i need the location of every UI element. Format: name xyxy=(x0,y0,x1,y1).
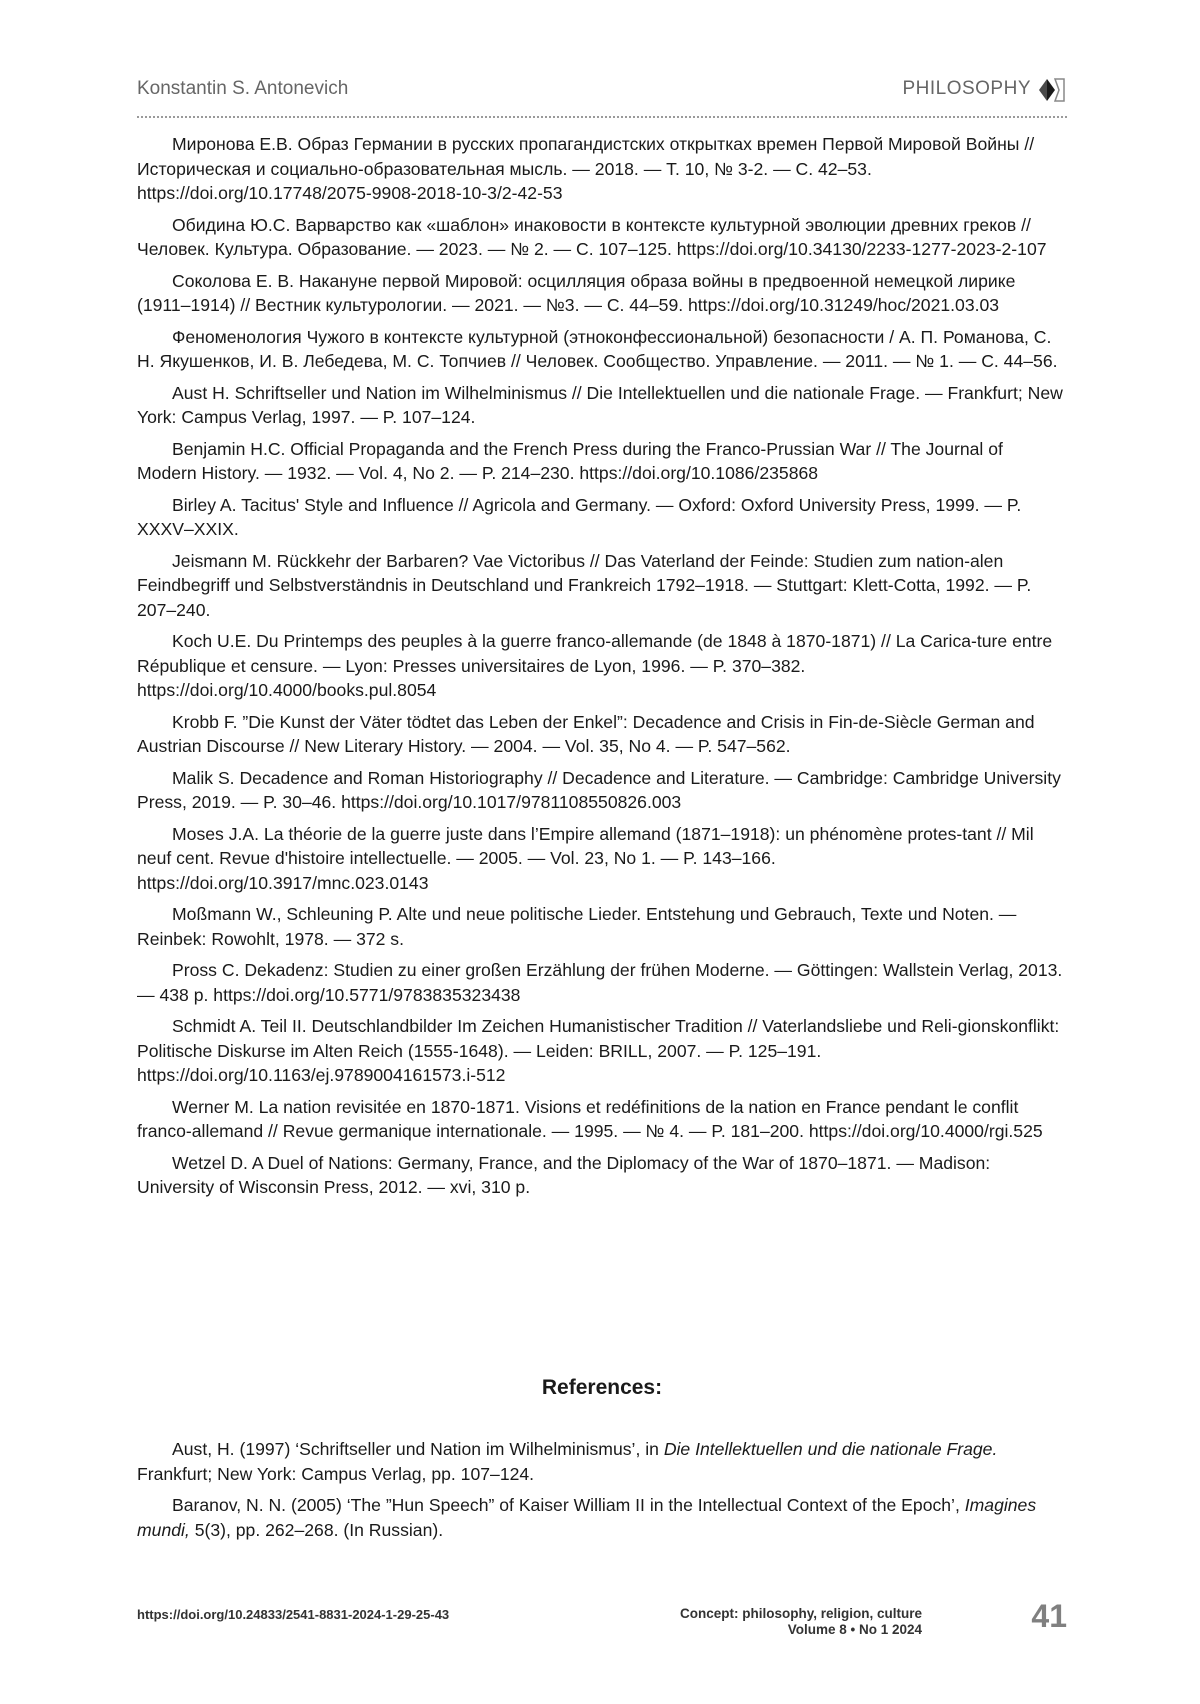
references-heading: References: xyxy=(541,1376,663,1399)
bibliography-entry: Соколова Е. В. Накануне первой Мировой: осцилляция образа войны в предвоенной немецкой лирике (1911–1914) // Вестник культурологии. — 2021. — №3. — С. 44–59. https://doi.org/10.31249/hoc/2021.03.03 xyxy=(137,270,1016,315)
references-list xyxy=(137,1437,1067,1549)
reference-entry: Aust, H. (1997) ‘Schriftseller und Nation im Wilhelminismus’, in Die Intellektuellen und die nationale Frage. Frankfurt; New York: Campus Verlag, pp. 107–124. xyxy=(137,1439,998,1484)
page-header xyxy=(137,76,1067,118)
reference-entry: Baranov, N. N. (2005) ‘The ”Hun Speech” of Kaiser William II in the Intellectual Context of the Epoch’, Imagines mundi, 5(3), pp. 262–268. (In Russian). xyxy=(137,1495,1037,1540)
footer-doi: https://doi.org/10.24833/2541-8831-2024-1-29-25-43 xyxy=(137,1607,450,1622)
journal-title: Concept: philosophy, religion, culture xyxy=(679,1606,922,1621)
bibliography-entry: Aust H. Schriftseller und Nation im Wilhelminismus // Die Intellektuellen und die nationale Frage. — Frankfurt; New York: Campus Verlag, 1997. — P. 107–124. xyxy=(137,382,1063,427)
running-head-section: PHILOSOPHY xyxy=(902,78,1031,99)
bibliography-entry: Koch U.E. Du Printemps des peuples à la guerre franco-allemande (de 1848 à 1870-1871) // La Carica-ture entre République et censure. — Lyon: Presses universitaires de Lyon, 1996. — P. 370–382. https://doi.org/10.4000/books.pul.8054 xyxy=(137,631,1053,700)
section-emblem-icon xyxy=(1035,76,1067,104)
bibliography-entry: Wetzel D. A Duel of Nations: Germany, France, and the Diplomacy of the War of 1870–1871. — Madison: University of Wisconsin Press, 2012. — xvi, 310 p. xyxy=(137,1152,991,1197)
page-number: 41 xyxy=(1031,1598,1067,1634)
bibliography-entry: Schmidt A. Teil II. Deutschlandbilder Im Zeichen Humanistischer Tradition // Vaterlandsliebe und Reli-gionskonflikt: Politische Diskurse im Alten Reich (1555-1648). — Leiden: BRILL, 2007. — P. 125–191. https://doi.org/10.1163/ej.9789004161573.i-512 xyxy=(137,1016,1060,1085)
bibliography-entry: Pross C. Dekadenz: Studien zu einer großen Erzählung der frühen Moderne. — Göttingen: Wallstein Verlag, 2013. — 438 p. https://doi.org/10.5771/9783835323438 xyxy=(137,960,1063,1005)
bibliography-entry: Jeismann M. Rückkehr der Barbaren? Vae Victoribus // Das Vaterland der Feinde: Studien zum nation-alen Feindbegriff und Selbstverständnis in Deutschland und Frankreich 1792–1918. — Stuttgart: Klett-Cotta, 1992. — P. 207–240. xyxy=(137,550,1032,620)
bibliography-entry: Миронова Е.В. Образ Германии в русских пропагандистских открытках времен Первой Мировой Войны // Историческая и социально-образовательная мысль. — 2018. — Т. 10, № 3-2. — С. 42–53. https://doi.org/10.17748/2075-9908-2018-10-3/2-42-53 xyxy=(137,134,1035,203)
bibliography-entry: Benjamin H.C. Official Propaganda and the French Press during the Franco-Prussian War // The Journal of Modern History. — 1932. — Vol. 4, No 2. — P. 214–230. https://doi.org/10.1086/235868 xyxy=(137,438,1003,483)
bibliography-entry: Moses J.A. La théorie de la guerre juste dans l’Empire allemand (1871–1918): un phénomène protes-tant // Mil neuf cent. Revue d'histoire intellectuelle. — 2005. — Vol. 23, No 1. — P. 143–166. https://doi.org/10.3917/mnc.023.0143 xyxy=(137,823,1034,893)
bibliography-entry: Обидина Ю.С. Варварство как «шаблон» инаковости в контексте культурной эволюции древних греков // Человек. Культура. Образование. — 2023. — № 2. — С. 107–125. https://doi.org/10.34130/2233-1277-2023-2-107 xyxy=(137,214,1047,259)
bibliography-entry: Birley A. Tacitus' Style and Influence // Agricola and Germany. — Oxford: Oxford University Press, 1999. — P. XXXV–XXIX. xyxy=(137,494,1022,539)
journal-issue: Volume 8 • No 1 2024 xyxy=(787,1622,922,1637)
bibliography-entry: Krobb F. ”Die Kunst der Väter tödtet das Leben der Enkel”: Decadence and Crisis in Fin-de-Siècle German and Austrian Discourse // New Literary History. — 2004. — Vol. 35, No 4. — P. 547–562. xyxy=(137,711,1035,756)
bibliography-entry: Malik S. Decadence and Roman Historiography // Decadence and Literature. — Cambridge: Cambridge University Press, 2019. — P. 30–46. https://doi.org/10.1017/9781108550826.003 xyxy=(137,767,1061,812)
bibliography-list xyxy=(137,132,1067,1207)
footer-journal-info xyxy=(680,1606,922,1638)
bibliography-entry: Moßmann W., Schleuning P. Alte und neue politische Lieder. Entstehung und Gebrauch, Texte und Noten. — Reinbek: Rowohlt, 1978. — 372 s. xyxy=(137,904,1017,949)
running-head-author: Konstantin S. Antonevich xyxy=(137,78,349,99)
bibliography-entry: Феноменология Чужого в контексте культурной (этноконфессиональной) безопасности / А. П. Романова, С. Н. Якушенков, И. В. Лебедева, М. С. Топчиев // Человек. Сообщество. Управление. — 2011. — № 1. — С. 44–56. xyxy=(137,326,1058,371)
bibliography-entry: Werner M. La nation revisitée en 1870-1871. Visions et redéfinitions de la nation en France pendant le conflit franco-allemand // Revue germanique internationale. — 1995. — № 4. — P. 181–200. https://doi.org/10.4000/rgi.525 xyxy=(137,1096,1043,1141)
